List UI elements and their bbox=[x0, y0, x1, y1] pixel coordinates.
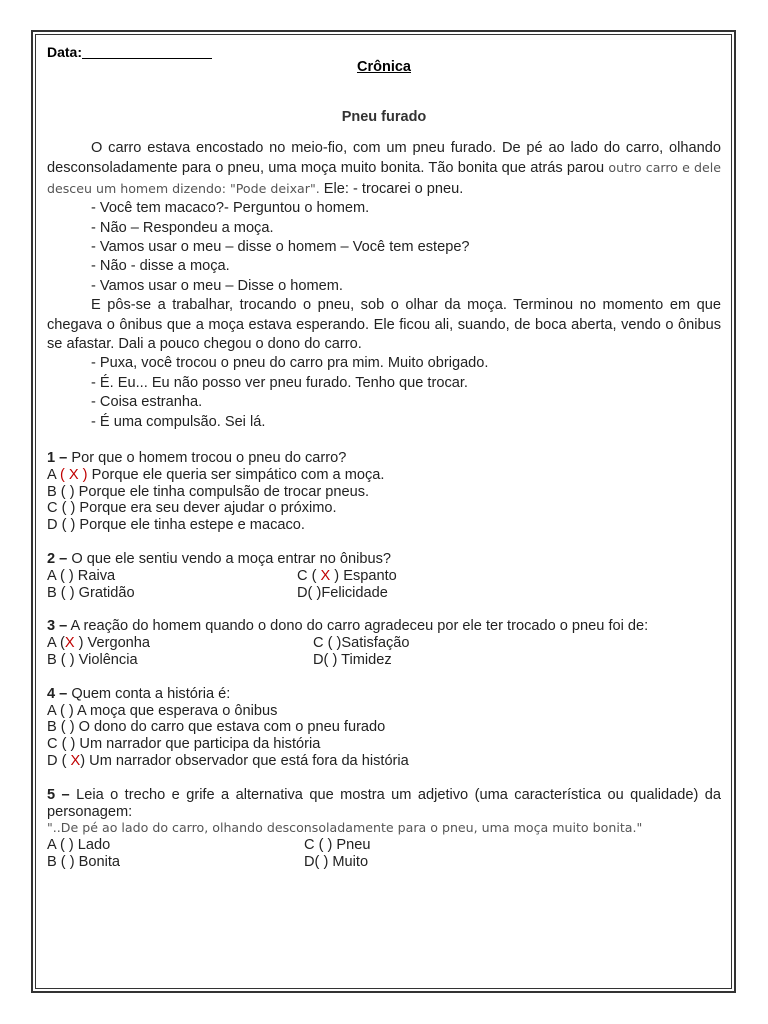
dialogue-line: - É uma compulsão. Sei lá. bbox=[91, 413, 266, 430]
date-label: Data: bbox=[47, 44, 83, 60]
question-4 bbox=[47, 686, 721, 770]
dialogue-line: - Não - disse a moça. bbox=[91, 258, 230, 275]
option-c[interactable]: C ( ) Porque era seu dever ajudar o próximo. bbox=[47, 500, 337, 517]
question-5-prompt: 5 – Leia o trecho e grife a alternativa que mostra um adjetivo (uma característica ou qualidade) da personagem: bbox=[47, 786, 721, 820]
option-b[interactable]: B ( ) Gratidão bbox=[47, 584, 135, 601]
story-paragraph-1: O carro estava encostado no meio-fio, com um pneu furado. De pé ao lado do carro, olhando desconsoladamente para o pneu, uma moça muito bonita. Tão bonita que atrás parou outro carro e dele desceu um homem dizendo: "Pode deixar". Ele: - trocarei o pneu. bbox=[47, 140, 721, 197]
question-4-prompt: 4 – Quem conta a história é: bbox=[47, 685, 231, 702]
dialogue-line: - É. Eu... Eu não posso ver pneu furado. Tenho que trocar. bbox=[91, 374, 468, 391]
story-title: Pneu furado bbox=[341, 109, 427, 125]
question-1 bbox=[47, 450, 721, 534]
option-d[interactable]: D ( ) Porque ele tinha estepe e macaco. bbox=[47, 517, 305, 534]
question-2 bbox=[47, 551, 721, 601]
worksheet bbox=[47, 44, 721, 871]
option-d[interactable]: D( ) Timidez bbox=[313, 652, 392, 669]
story-quote-line: outro carro e dele desceu um homem dizendo: "Pode deixar". bbox=[47, 160, 721, 196]
option-c[interactable]: C ( X ) Espanto bbox=[297, 567, 397, 584]
question-3-prompt: 3 – A reação do homem quando o dono do carro agradeceu por ele ter trocado o pneu foi de: bbox=[47, 618, 649, 635]
option-b[interactable]: B ( ) Bonita bbox=[47, 854, 120, 871]
option-a[interactable]: A (X ) Vergonha bbox=[47, 635, 151, 652]
option-a[interactable]: A ( ) Lado bbox=[47, 837, 111, 854]
option-d[interactable]: D( )Felicidade bbox=[297, 584, 388, 601]
dialogue-line: - Puxa, você trocou o pneu do carro pra mim. Muito obrigado. bbox=[91, 355, 489, 372]
dialogue-line: - Você tem macaco?- Perguntou o homem. bbox=[91, 200, 370, 217]
option-a[interactable]: A ( ) Raiva bbox=[47, 567, 116, 584]
excerpt-quote: "..De pé ao lado do carro, olhando desconsoladamente para o pneu, uma moça muito bonita." bbox=[47, 820, 643, 836]
story-paragraph-2: E pôs-se a trabalhar, trocando o pneu, sob o olhar da moça. Terminou no momento em que chegava o ônibus que a moça estava esperando. Ele ficou ali, suando, de boca aberta, vendo o ônibus se afastar. Dali a pouco chegou o dono do carro. bbox=[47, 297, 721, 353]
option-c[interactable]: C ( )Satisfação bbox=[313, 635, 410, 652]
question-1-prompt: 1 – Por que o homem trocou o pneu do carro? bbox=[47, 450, 347, 467]
option-d[interactable]: D( ) Muito bbox=[304, 854, 369, 871]
question-5 bbox=[47, 787, 721, 871]
dialogue-line: - Vamos usar o meu – Disse o homem. bbox=[91, 277, 343, 294]
option-b[interactable]: B ( ) Porque ele tinha compulsão de trocar pneus. bbox=[47, 483, 370, 500]
date-blank-line bbox=[82, 44, 212, 59]
dialogue-line: - Coisa estranha. bbox=[91, 394, 203, 411]
option-a[interactable]: A ( X ) Porque ele queria ser simpático com a moça. bbox=[47, 466, 385, 483]
answer-mark: X bbox=[70, 753, 81, 770]
option-c[interactable]: C ( ) Um narrador que participa da história bbox=[47, 736, 321, 753]
story-text bbox=[47, 139, 721, 432]
option-b[interactable]: B ( ) O dono do carro que estava com o pneu furado bbox=[47, 719, 386, 736]
page-title: Crônica bbox=[357, 59, 411, 75]
answer-mark: X bbox=[320, 567, 331, 584]
option-a[interactable]: A ( ) A moça que esperava o ônibus bbox=[47, 702, 278, 719]
option-b[interactable]: B ( ) Violência bbox=[47, 652, 138, 669]
question-3 bbox=[47, 618, 721, 668]
answer-mark: ( X ) bbox=[59, 466, 88, 483]
option-d[interactable]: D ( X) Um narrador observador que está fora da história bbox=[47, 753, 409, 770]
dialogue-line: - Vamos usar o meu – disse o homem – Você tem estepe? bbox=[91, 239, 470, 256]
question-2-prompt: 2 – O que ele sentiu vendo a moça entrar no ônibus? bbox=[47, 551, 392, 568]
answer-mark: X bbox=[64, 635, 75, 652]
option-c[interactable]: C ( ) Pneu bbox=[304, 837, 371, 854]
dialogue-line: - Não – Respondeu a moça. bbox=[91, 219, 274, 236]
